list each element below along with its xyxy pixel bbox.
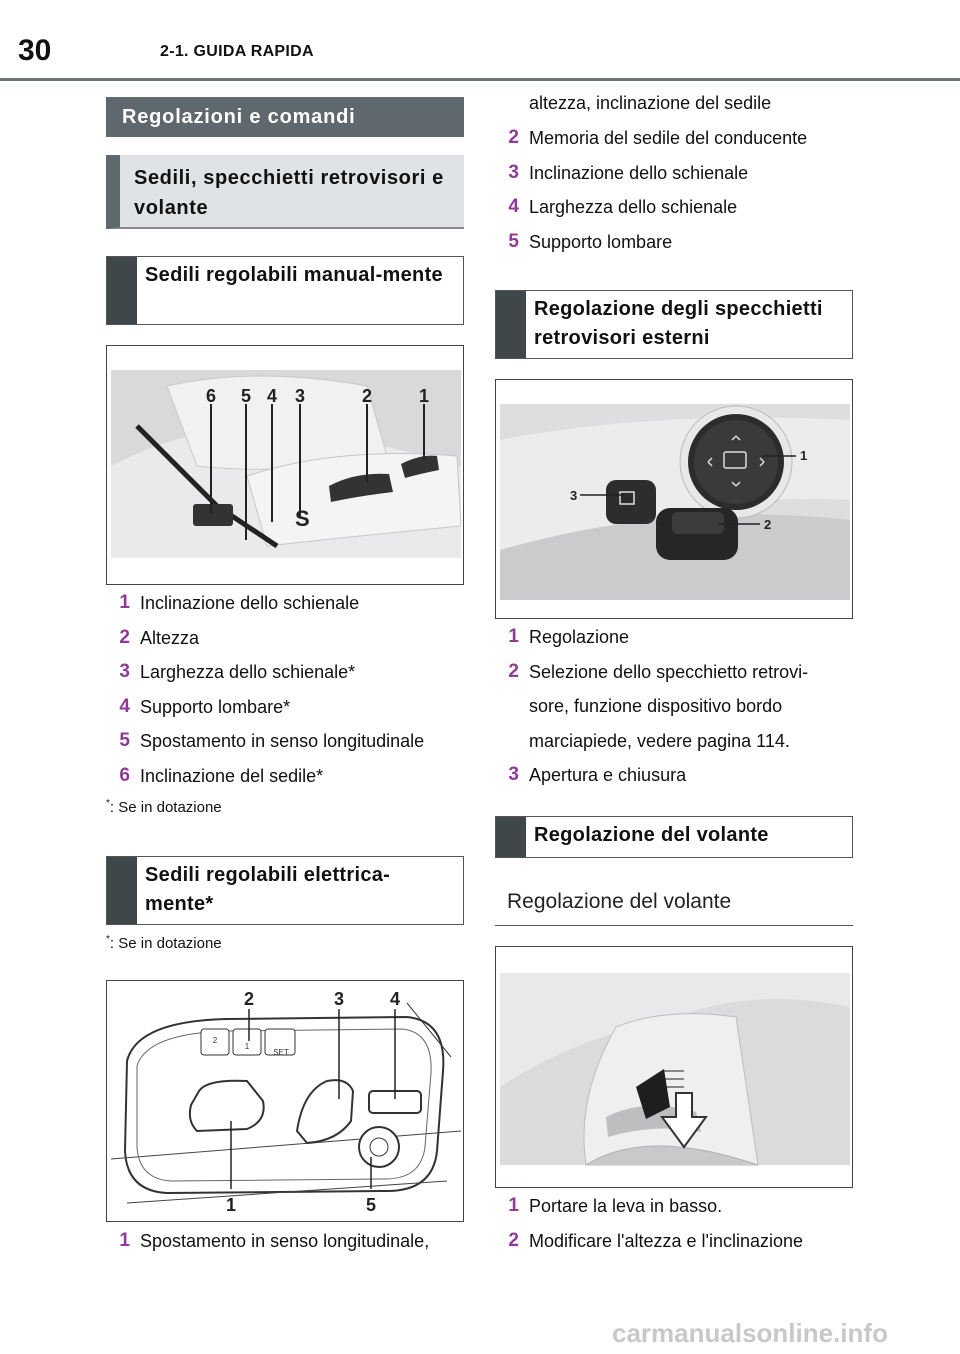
section-title [106,97,464,137]
list-item: 4 Supporto lombare* [119,695,291,717]
mirror-list [495,620,865,793]
memory-label-1: 1 [244,1042,250,1051]
electric-seat-list-cont [495,121,855,259]
steering-wheel-figure [495,946,853,1188]
subsection-title [106,155,464,229]
callout-5: 5 [240,386,252,406]
callout-1: 1 [418,386,430,406]
list-item: 5 Spostamento in senso longitudinale [119,730,425,751]
callout-6: 6 [205,386,217,406]
heading-mirrors-text: Regolazione degli specchietti retrovisori esterni [534,298,823,349]
list-item: 2 Memoria del sedile del conducente [508,127,808,148]
electric-seat-list [106,1224,466,1259]
electric-seat-illustration [107,981,464,1222]
steering-list [495,1189,865,1258]
list-item: 6 Inclinazione del sedile* [119,764,324,786]
continued-text: altezza, inclinazione del sedile [529,93,772,113]
header-rule [0,78,960,81]
list-item: 4 Larghezza dello schienale [508,196,738,217]
callout-3: 3 [294,386,306,406]
heading-manual-seats-text: Sedili regolabili manual-mente [145,264,443,286]
footnote-manual [106,798,222,816]
manual-seat-list [106,586,466,793]
heading-bar [107,257,137,324]
running-title: 2-1. GUIDA RAPIDA [160,43,314,60]
heading-electric-seats [106,856,464,925]
list-item: 1 Inclinazione dello schienale [119,592,360,613]
list-item: 5 Supporto lombare [508,230,673,252]
footnote-marker: * [106,798,110,809]
heading-mirrors [495,290,853,359]
subheading-rule [495,925,853,926]
list-item: 3 Larghezza dello schienale* [119,661,356,682]
callout-2: 2 [243,989,255,1009]
footnote-electric [106,934,222,952]
list-item: 3 Inclinazione dello schienale [508,161,749,183]
callout-3: 3 [333,989,345,1009]
callout-1: 1 [800,448,808,463]
steering-subheading: Regolazione del volante [507,890,732,913]
callout-4: 4 [389,989,401,1009]
heading-bar [496,817,526,857]
heading-electric-seats-text: Sedili regolabili elettrica-mente* [145,864,391,915]
svg-text:S: S [295,506,310,531]
subsection-title-text: Sedili, specchietti retrovisori e volante [134,167,444,219]
steering-wheel-illustration [496,947,853,1188]
list-item: 1 Spostamento in senso longitudinale, [119,1230,430,1251]
heading-bar [107,857,137,924]
callout-3: 3 [570,488,578,503]
footnote-marker: * [106,934,110,945]
callout-1: 1 [225,1195,237,1215]
manual-seat-illustration [107,346,464,585]
watermark: carmanualsonline.info [612,1318,888,1348]
electric-seat-figure [106,980,464,1222]
list-item: 2 Selezione dello specchietto retrovi- sore, funzione dispositivo bordo marciapiede, vedere pagina 114. [508,660,809,751]
list-item: 1 Regolazione [508,626,630,647]
heading-steering-wheel-text: Regolazione del volante [534,824,769,846]
list-item: 3 Apertura e chiusura [508,764,687,785]
footnote-text: : Se in dotazione [109,935,222,952]
section-title-text: Regolazioni e comandi [122,105,356,128]
mirror-control-figure [495,379,853,619]
page-number: 30 [18,34,52,67]
list-item: 2 Altezza [119,626,200,648]
list-item: 1 Portare la leva in basso. [508,1195,723,1216]
heading-bar [496,291,526,358]
callout-2: 2 [361,386,373,406]
footnote-text: : Se in dotazione [109,799,222,816]
mirror-control-illustration [496,380,853,619]
list-item: 2 Modificare l'altezza e l'inclinazione [508,1229,804,1251]
callout-2: 2 [764,517,772,532]
heading-manual-seats [106,256,464,325]
manual-seat-figure [106,345,464,585]
memory-label-set: SET [273,1048,289,1057]
callout-4: 4 [266,386,278,406]
callout-5: 5 [365,1195,377,1215]
memory-label-2: 2 [212,1036,218,1045]
heading-steering-wheel [495,816,853,858]
